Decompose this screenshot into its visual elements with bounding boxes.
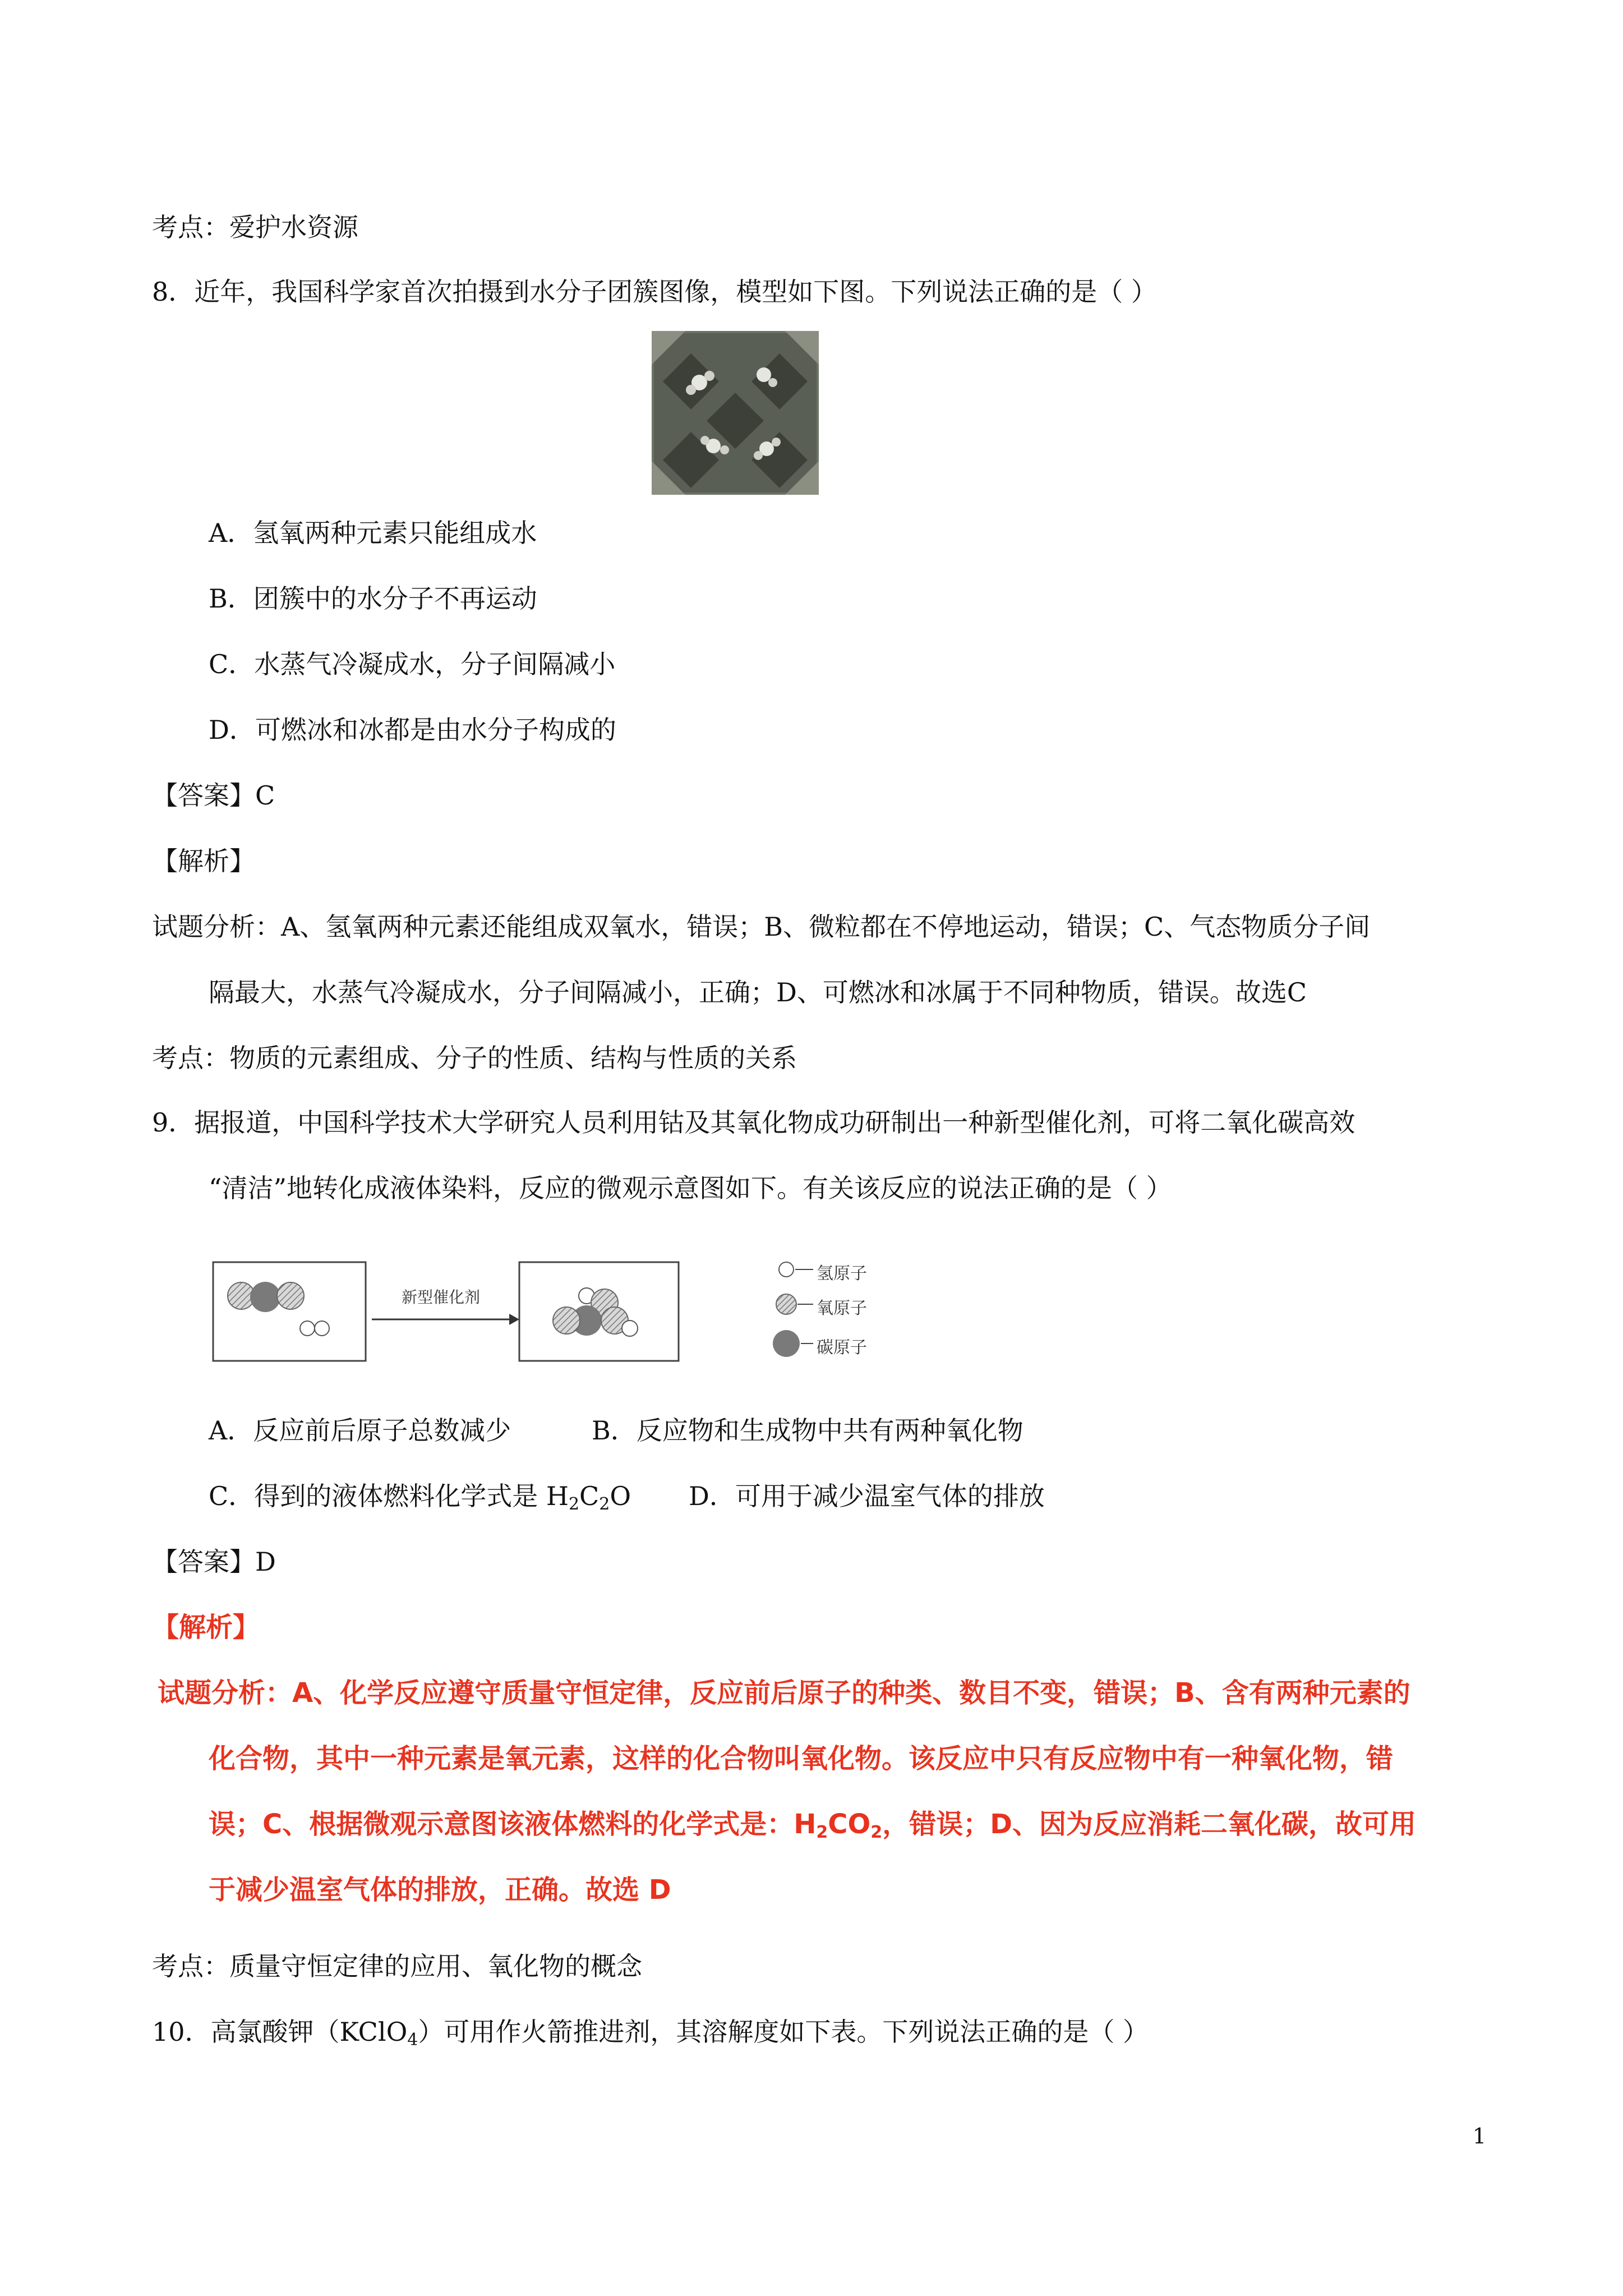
q8-option-c: C．水蒸气冷凝成水，分子间隔减小 — [209, 649, 616, 679]
kaodian-q7: 考点：爱护水资源 — [152, 212, 358, 242]
q8-option-d: D．可燃冰和冰都是由水分子构成的 — [209, 715, 616, 745]
water-cluster-image — [652, 331, 819, 495]
q8-answer: 【答案】C — [152, 780, 275, 811]
q10-stem: 10．高氯酸钾（KClO$_4$）可用作火箭推进剂，其溶解度如下表。下列说法正确的是（ ） — [152, 2017, 1149, 2050]
q9-analysis-line-4: 于减少温室气体的排放，正确。故选 D — [209, 1874, 671, 1906]
q8-analysis-line-1: 试题分析：A、氢氧两种元素还能组成双氧水，错误；B、微粒都在不停地运动，错误；C、气态物质分子间 — [152, 912, 1371, 942]
q8-analysis-title: 【解析】 — [152, 846, 255, 876]
q8-stem: 8．近年，我国科学家首次拍摄到水分子团簇图像，模型如下图。下列说法正确的是（ ） — [152, 277, 1157, 307]
reaction-diagram — [212, 1261, 683, 1362]
page-number: 1 — [1472, 2124, 1486, 2148]
q9-analysis-line-1: 试题分析：A、化学反应遵守质量守恒定律，反应前后原子的种类、数目不变，错误；B、含有两种元素的 — [158, 1677, 1410, 1709]
q8-option-a: A．氢氧两种元素只能组成水 — [209, 518, 537, 548]
q8-analysis-line-2: 隔最大，水蒸气冷凝成水，分子间隔减小，正确；D、可燃冰和冰属于不同种物质，错误。故选C — [209, 977, 1307, 1007]
arrow-label: 新型催化剂 — [401, 1288, 481, 1306]
q9-stem-line-2: “清洁”地转化成液体染料，反应的微观示意图如下。有关该反应的说法正确的是（ ） — [209, 1173, 1172, 1203]
legend-hydrogen: 氢原子 — [817, 1264, 867, 1283]
q8-option-b: B．团簇中的水分子不再运动 — [209, 583, 537, 614]
q9-kaodian: 考点：质量守恒定律的应用、氧化物的概念 — [152, 1951, 642, 1981]
q9-analysis-line-2: 化合物，其中一种元素是氧元素，这样的化合物叫氧化物。该反应中只有反应物中有一种氧化物，错 — [209, 1743, 1394, 1774]
q8-kaodian: 考点：物质的元素组成、分子的性质、结构与性质的关系 — [152, 1043, 797, 1073]
q9-option-d: D．可用于减少温室气体的排放 — [689, 1481, 1045, 1511]
q9-answer: 【答案】D — [152, 1547, 276, 1577]
q9-option-b: B．反应物和生成物中共有两种氧化物 — [592, 1415, 1023, 1446]
legend — [768, 1254, 925, 1366]
q9-stem-line-1: 9．据报道，中国科学技术大学研究人员利用钴及其氧化物成功研制出一种新型催化剂，可将二氧化碳高效 — [152, 1107, 1355, 1138]
q9-option-a: A．反应前后原子总数减少 — [209, 1415, 511, 1446]
legend-oxygen: 氧原子 — [817, 1299, 867, 1318]
q9-analysis-title: 【解析】 — [152, 1612, 260, 1643]
legend-carbon: 碳原子 — [817, 1338, 867, 1358]
q9-option-c: C．得到的液体燃料化学式是 $H_2C_2O$ — [209, 1481, 631, 1514]
q9-analysis-line-3: 误；C、根据微观示意图该液体燃料的化学式是：$H_2CO_2$，错误；D、因为反应消耗二氧化碳，故可用 — [209, 1809, 1417, 1842]
